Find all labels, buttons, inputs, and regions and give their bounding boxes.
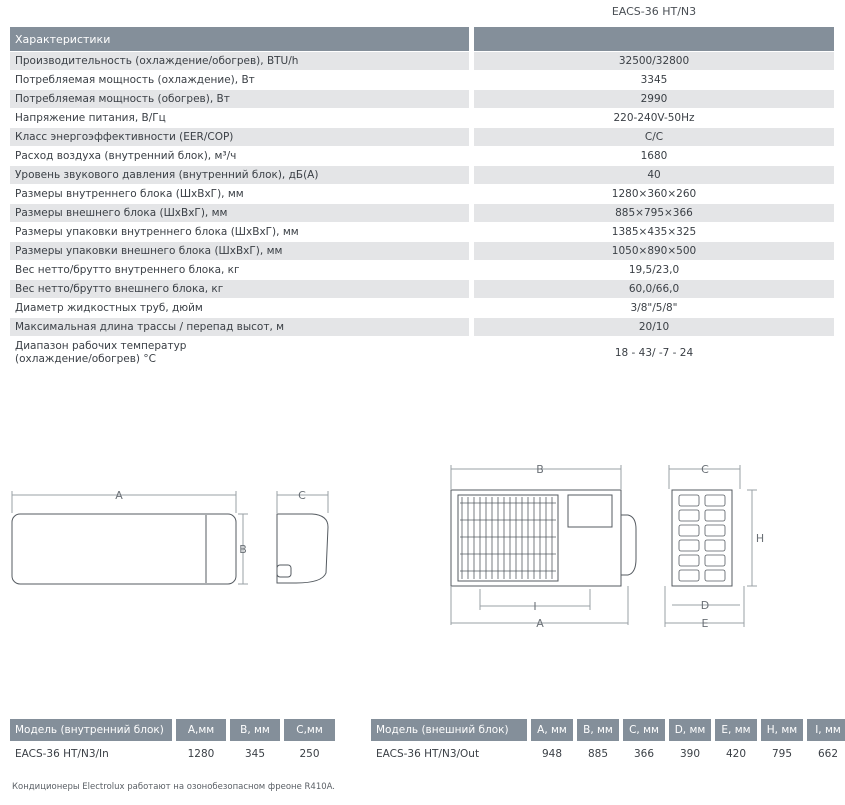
- indoor-unit-side-drawing: [277, 491, 328, 583]
- dimension-table-value: 390: [679, 748, 701, 760]
- dim-label-b: B: [239, 543, 247, 556]
- spec-value: 1280×360×260: [611, 188, 697, 200]
- spec-label: Размеры упаковки внешнего блока (ШхВхГ), мм: [10, 242, 469, 260]
- spec-value: 1050×890×500: [474, 242, 834, 260]
- dimension-table-header: С,мм: [284, 719, 335, 741]
- spec-label: Расход воздуха (внутренний блок), м³/ч: [15, 150, 237, 162]
- spec-header-label: Характеристики: [10, 27, 469, 51]
- spec-row: [10, 337, 834, 369]
- spec-label: Размеры упаковки внутреннего блока (ШхВхГ), мм: [15, 226, 299, 238]
- spec-row: [10, 318, 834, 336]
- spec-value: 19,5/23,0: [628, 264, 680, 276]
- spec-label: Напряжение питания, В/Гц: [15, 112, 166, 124]
- dim-label-outdoor-a: A: [536, 617, 544, 630]
- spec-row: [10, 299, 834, 317]
- spec-row: [10, 147, 834, 165]
- dimension-table-header: D, мм: [669, 719, 711, 741]
- spec-value: 1680: [640, 150, 668, 162]
- spec-row: [10, 71, 834, 89]
- dimension-table-header: Модель (внутренний блок): [10, 719, 172, 741]
- dimension-table-value: 250: [299, 748, 320, 760]
- dim-label-outdoor-d: D: [700, 599, 710, 612]
- dimension-table-value: EACS-36 HT/N3/Out: [376, 748, 480, 760]
- dimension-table-value: 345: [244, 748, 266, 760]
- spec-value: 3345: [640, 74, 668, 86]
- dim-label-outdoor-b: B: [536, 463, 544, 476]
- spec-row: [10, 223, 834, 241]
- spec-value: 220-240V-50Hz: [613, 112, 695, 124]
- spec-value: 2990: [474, 90, 834, 108]
- spec-header-row: [10, 27, 834, 51]
- spec-row: [10, 204, 834, 222]
- spec-label: Потребляемая мощность (обогрев), Вт: [10, 90, 469, 108]
- spec-row: [10, 261, 834, 279]
- dimension-table-header: H, мм: [761, 719, 803, 741]
- spec-value: 32500/32800: [474, 52, 834, 70]
- dimension-table-value: EACS-36 HT/N3/In: [15, 748, 109, 760]
- dimension-table-header: А,мм: [176, 719, 226, 741]
- spec-value: C/C: [474, 128, 834, 146]
- spec-value: 20/10: [474, 318, 834, 336]
- spec-row: [10, 185, 834, 203]
- spec-value: 3/8"/5/8": [630, 302, 678, 314]
- spec-value: 40: [474, 166, 834, 184]
- dimension-table-header: С, мм: [623, 719, 665, 741]
- spec-label: Максимальная длина трассы / перепад высот, м: [10, 318, 469, 336]
- outdoor-fan-grille: [460, 497, 556, 579]
- spec-row: [10, 128, 834, 146]
- dimension-table-header: А, мм: [531, 719, 573, 741]
- spec-header-value: [474, 27, 834, 51]
- dimension-table-value: 662: [817, 748, 839, 760]
- spec-label: Уровень звукового давления (внутренний блок), дБ(А): [10, 166, 469, 184]
- spec-label: Диаметр жидкостных труб, дюйм: [15, 302, 203, 314]
- dimension-table-value: 948: [541, 748, 563, 760]
- spec-row: [10, 109, 834, 127]
- dim-label-outdoor-i: I: [533, 600, 537, 613]
- dimension-drawings: [0, 455, 845, 635]
- model-header: EACS-36 HT/N3: [611, 5, 697, 18]
- spec-row: [10, 242, 834, 260]
- spec-value: 18 - 43/ -7 - 24: [614, 347, 694, 359]
- dimension-table-value: 885: [587, 748, 609, 760]
- dimension-table-header: B, мм: [577, 719, 619, 741]
- dim-label-outdoor-c: C: [701, 463, 709, 476]
- dimension-table-header: I, мм: [807, 719, 845, 741]
- dimension-table-value: 366: [633, 748, 655, 760]
- spec-label: Класс энергоэффективности (EER/COP): [10, 128, 469, 146]
- dimension-table-value: 1280: [187, 748, 215, 760]
- footnote: Кондиционеры Electrolux работают на озонобезопасном фреоне R410A.: [12, 782, 335, 792]
- spec-label: Производительность (охлаждение/обогрев), BTU/h: [10, 52, 469, 70]
- spec-row: [10, 166, 834, 184]
- spec-label: Вес нетто/брутто внутреннего блока, кг: [15, 264, 240, 276]
- spec-label: Вес нетто/брутто внешнего блока, кг: [10, 280, 469, 298]
- spec-value: 885×795×366: [474, 204, 834, 222]
- dimension-table-value: 420: [725, 748, 747, 760]
- dim-label-c: C: [298, 489, 306, 502]
- spec-label: Размеры внешнего блока (ШхВхГ), мм: [10, 204, 469, 222]
- spec-row: [10, 280, 834, 298]
- dimension-table-header: B, мм: [230, 719, 280, 741]
- outdoor-unit-front-drawing: [451, 465, 636, 625]
- dim-label-outdoor-h: H: [755, 532, 765, 545]
- dimension-table-value: 795: [771, 748, 793, 760]
- spec-label: Размеры внутреннего блока (ШхВхГ), мм: [15, 188, 244, 200]
- spec-row: [10, 52, 834, 70]
- dimension-table-header: E, мм: [715, 719, 757, 741]
- dimension-table-header: Модель (внешний блок): [371, 719, 527, 741]
- outdoor-side-grille: [679, 495, 725, 581]
- spec-label: Потребляемая мощность (охлаждение), Вт: [15, 74, 255, 86]
- spec-value: 60,0/66,0: [474, 280, 834, 298]
- spec-label: Диапазон рабочих температур (охлаждение/обогрев) °С: [15, 340, 187, 365]
- spec-value: 1385×435×325: [611, 226, 697, 238]
- dim-label-outdoor-e: E: [701, 617, 709, 630]
- spec-row: [10, 90, 834, 108]
- indoor-unit-front-drawing: [12, 491, 248, 584]
- dim-label-a: A: [115, 489, 123, 502]
